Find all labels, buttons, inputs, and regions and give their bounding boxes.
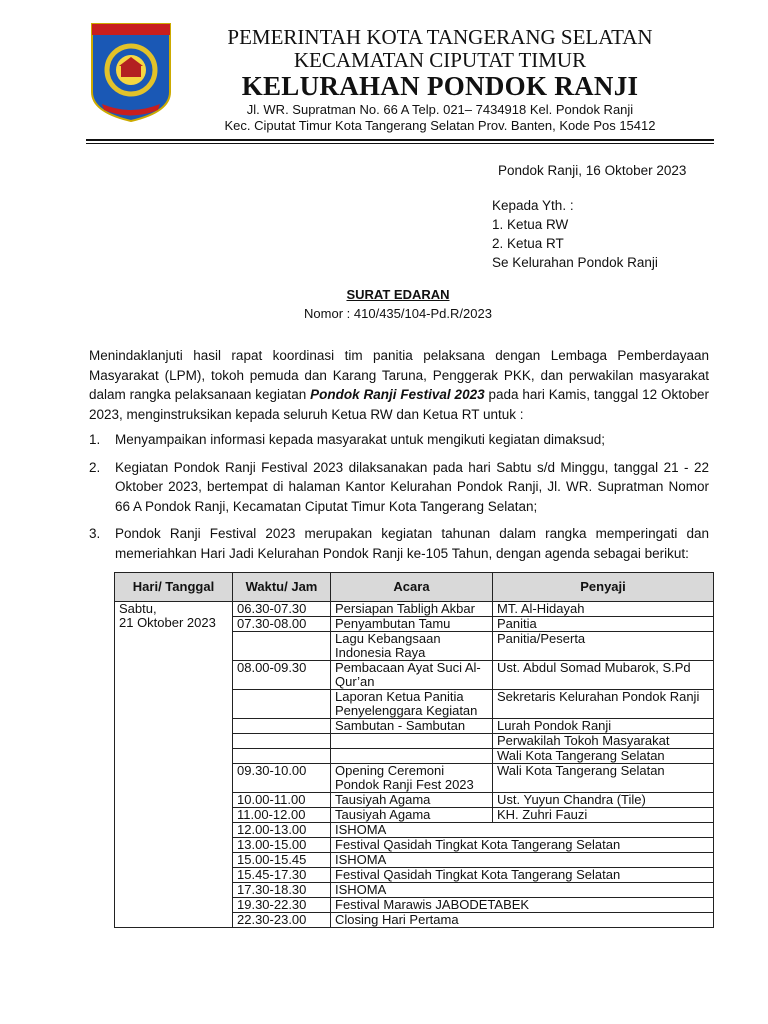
schedule-time-cell: 11.00-12.00 (233, 808, 331, 823)
instruction-list (89, 430, 709, 571)
schedule-time-cell: 13.00-15.00 (233, 838, 331, 853)
instruction-item (89, 524, 709, 563)
schedule-event-cell: Festival Marawis JABODETABEK (331, 898, 714, 913)
schedule-time-cell (233, 734, 331, 749)
schedule-presenter-cell: Wali Kota Tangerang Selatan (493, 749, 714, 764)
schedule-time-cell (233, 749, 331, 764)
schedule-event-cell: ISHOMA (331, 853, 714, 868)
letter-number: Nomor : 410/435/104-Pd.R/2023 (304, 306, 492, 321)
intro-event-name: Pondok Ranji Festival 2023 (310, 387, 485, 402)
schedule-presenter-cell: Panitia (493, 617, 714, 632)
schedule-event-cell: Tausiyah Agama (331, 808, 493, 823)
schedule-presenter-cell: Perwakilah Tokoh Masyarakat (493, 734, 714, 749)
letter-date: Pondok Ranji, 16 Oktober 2023 (498, 163, 687, 178)
instruction-item (89, 458, 709, 517)
instruction-number: 3. (89, 526, 101, 541)
schedule-time-cell: 17.30-18.30 (233, 883, 331, 898)
instruction-number: 2. (89, 459, 101, 475)
schedule-time-cell (233, 690, 331, 719)
schedule-time-cell: 15.00-15.45 (233, 853, 331, 868)
letterhead-district: KECAMATAN CIPUTAT TIMUR (293, 48, 587, 72)
recipient-2: 2. Ketua RT (492, 236, 564, 251)
header-presenter: Penyaji (493, 573, 714, 602)
schedule-row (115, 602, 714, 617)
schedule-day-cell: Sabtu, 21 Oktober 2023 (115, 602, 233, 928)
instruction-text: Pondok Ranji Festival 2023 merupakan kegiatan tahunan dalam rangka memperingati dan memeriahkan Hari Jadi Kelurahan Pondok Ranji ke-105 Tahun, dengan agenda sebagai berikut: (115, 526, 709, 561)
intro-text-before: Menindaklanjuti hasil rapat koordinasi tim panitia pelaksana dengan Lembaga Pemberdayaan Masyarakat (LPM), tokoh pemuda dan Karang Taruna, Penggerak PKK, dan perwakilan masyarakat dalam rangka pelaksanaan kegiatan (89, 348, 709, 402)
schedule-time-cell: 22.30-23.00 (233, 913, 331, 928)
schedule-event-cell: ISHOMA (331, 883, 714, 898)
recipient-3: Se Kelurahan Pondok Ranji (492, 255, 658, 270)
schedule-time-cell (233, 719, 331, 734)
intro-paragraph (89, 346, 709, 424)
schedule-time-cell: 19.30-22.30 (233, 898, 331, 913)
schedule-time-cell: 08.00-09.30 (233, 661, 331, 690)
schedule-event-cell: Lagu Kebangsaan Indonesia Raya (331, 632, 493, 661)
schedule-event-cell: Persiapan Tabligh Akbar (331, 602, 493, 617)
schedule-event-cell: Pembacaan Ayat Suci Al-Qur’an (331, 661, 493, 690)
letterhead-address-line-1: Jl. WR. Supratman No. 66 A Telp. 021– 7434918 Kel. Pondok Ranji (246, 102, 634, 117)
schedule-table (114, 572, 714, 928)
schedule-time-cell: 15.45-17.30 (233, 868, 331, 883)
schedule-body (115, 602, 714, 928)
header-time: Waktu/ Jam (233, 573, 331, 602)
schedule-event-cell: Festival Qasidah Tingkat Kota Tangerang Selatan (331, 838, 714, 853)
kota-tangerang-selatan-logo (88, 20, 174, 124)
letterhead-village: KELURAHAN PONDOK RANJI (241, 71, 639, 101)
instruction-item (89, 430, 709, 450)
letterhead-address-line-2: Kec. Ciputat Timur Kota Tangerang Selatan Prov. Banten, Kode Pos 15412 (224, 118, 656, 133)
letterhead-divider-thick (86, 139, 714, 141)
schedule-event-cell: Laporan Ketua Panitia Penyelenggara Kegiatan (331, 690, 493, 719)
schedule-time-cell: 09.30-10.00 (233, 764, 331, 793)
letterhead-divider-thin (86, 143, 714, 144)
schedule-time-cell (233, 632, 331, 661)
schedule-presenter-cell: KH. Zuhri Fauzi (493, 808, 714, 823)
recipient-label: Kepada Yth. : (492, 198, 574, 213)
instruction-text: Menyampaikan informasi kepada masyarakat untuk mengikuti kegiatan dimaksud; (115, 432, 606, 447)
header-event: Acara (331, 573, 493, 602)
schedule-event-cell: Penyambutan Tamu (331, 617, 493, 632)
schedule-presenter-cell: Lurah Pondok Ranji (493, 719, 714, 734)
schedule-event-cell (331, 749, 493, 764)
schedule-presenter-cell: Sekretaris Kelurahan Pondok Ranji (493, 690, 714, 719)
schedule-event-cell: ISHOMA (331, 823, 714, 838)
schedule-event-cell: Sambutan - Sambutan (331, 719, 493, 734)
schedule-event-cell: Closing Hari Pertama (331, 913, 714, 928)
schedule-header-row (115, 573, 714, 602)
schedule-time-cell: 07.30-08.00 (233, 617, 331, 632)
letter-title: SURAT EDARAN (346, 287, 450, 302)
schedule-presenter-cell: MT. Al-Hidayah (493, 602, 714, 617)
schedule-presenter-cell: Wali Kota Tangerang Selatan (493, 764, 714, 793)
instruction-text: Kegiatan Pondok Ranji Festival 2023 dilaksanakan pada hari Sabtu s/d Minggu, tanggal 21 - 22 Oktober 2023, bertempat di halaman Kantor Kelurahan Pondok Ranji, Jl. WR. Supratman Nomor 66 A Pondok Ranji, Kecamatan Ciputat Timur Kota Tangerang Selatan; (115, 459, 709, 514)
schedule-event-cell: Tausiyah Agama (331, 793, 493, 808)
intro-text-after: pada hari Kamis, tanggal 12 Oktober 2023, menginstruksikan kepada seluruh Ketua RW dan Ketua RT untuk : (89, 387, 709, 422)
instruction-number: 1. (89, 432, 101, 447)
schedule-presenter-cell: Ust. Abdul Somad Mubarok, S.Pd (493, 661, 714, 690)
schedule-event-cell: Festival Qasidah Tingkat Kota Tangerang Selatan (331, 868, 714, 883)
recipient-1: 1. Ketua RW (492, 217, 569, 232)
schedule-event-cell (331, 734, 493, 749)
recipient-block (492, 196, 658, 272)
schedule-presenter-cell: Panitia/Peserta (493, 632, 714, 661)
schedule-presenter-cell: Ust. Yuyun Chandra (Tile) (493, 793, 714, 808)
header-day: Hari/ Tanggal (115, 573, 233, 602)
schedule-event-cell: Opening Ceremoni Pondok Ranji Fest 2023 (331, 764, 493, 793)
schedule-time-cell: 10.00-11.00 (233, 793, 331, 808)
letterhead-government: PEMERINTAH KOTA TANGERANG SELATAN (227, 25, 653, 49)
schedule-time-cell: 06.30-07.30 (233, 602, 331, 617)
schedule-time-cell: 12.00-13.00 (233, 823, 331, 838)
